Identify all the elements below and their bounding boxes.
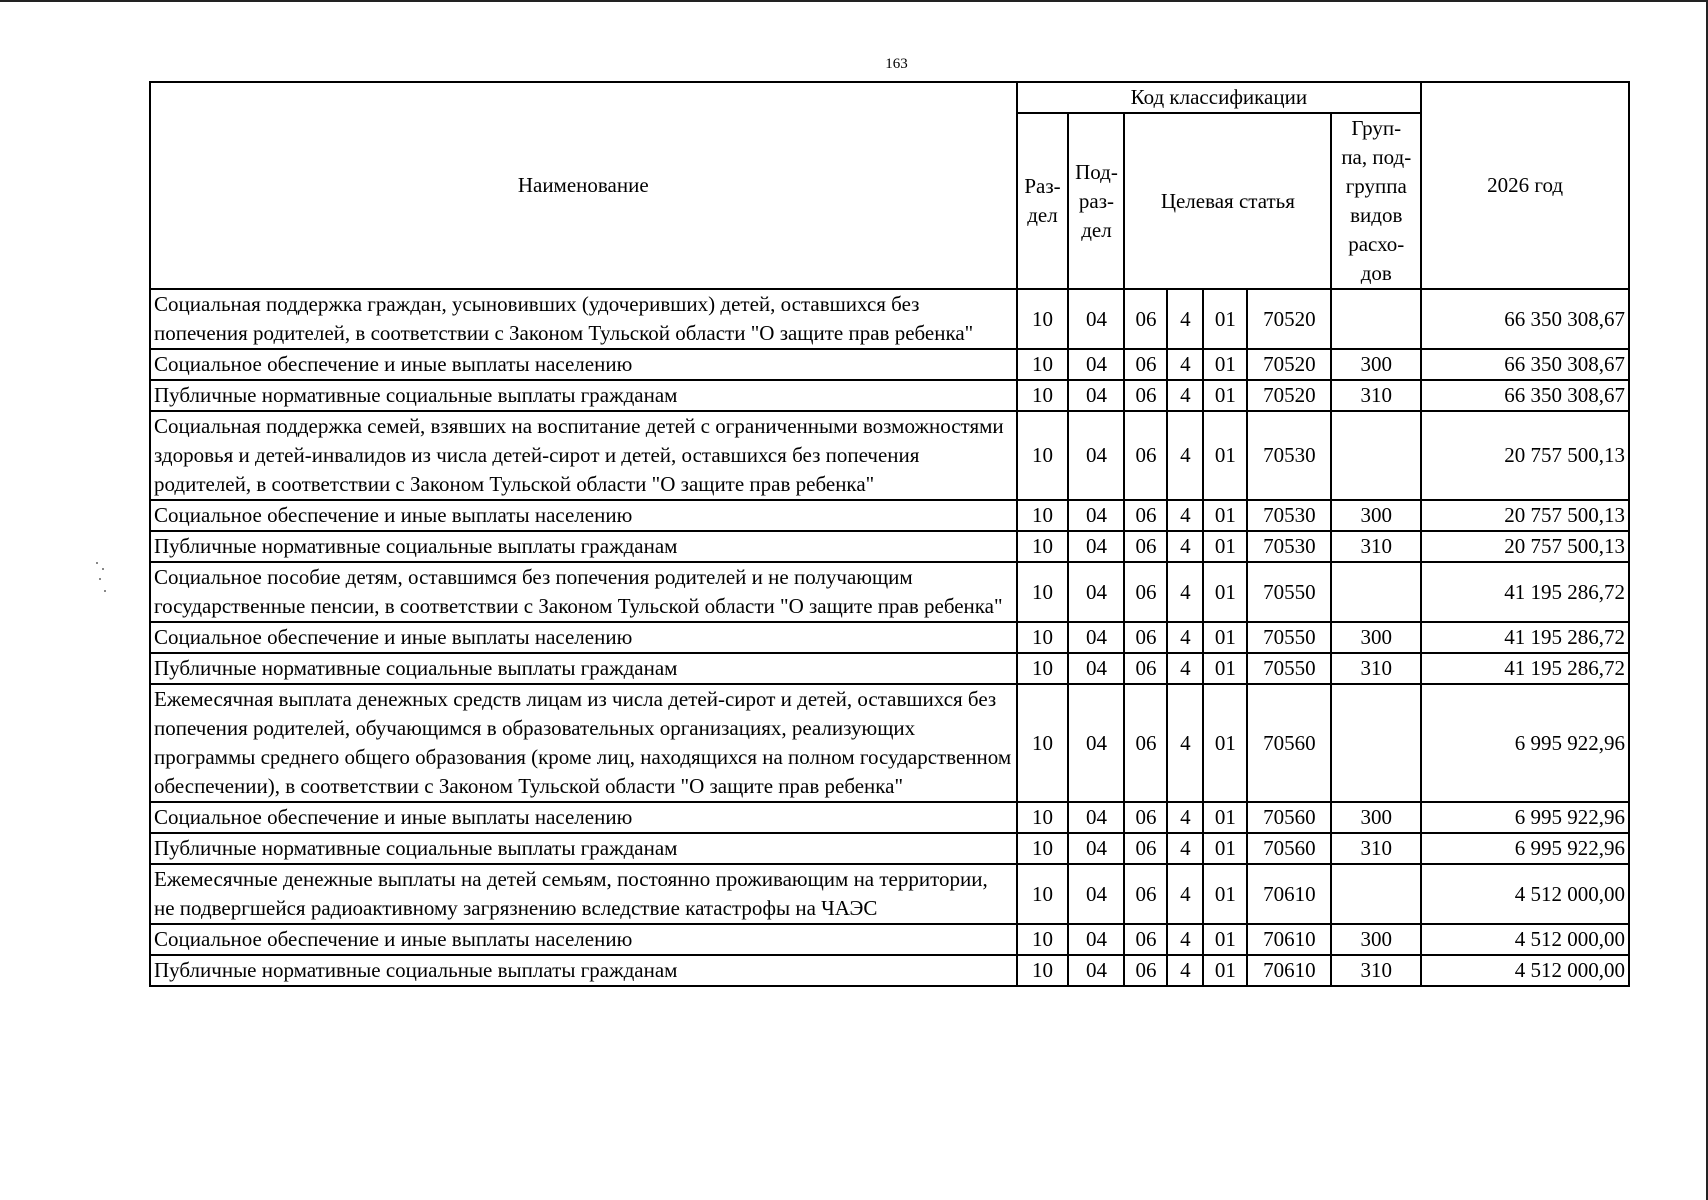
table-row <box>150 802 1629 833</box>
row-target-article-main: 01 <box>1203 411 1247 500</box>
row-target-article-direction: 70560 <box>1247 684 1331 802</box>
row-target-article-direction: 70520 <box>1247 349 1331 380</box>
row-amount: 6 995 922,96 <box>1421 684 1629 802</box>
row-target-article-main: 01 <box>1203 833 1247 864</box>
row-name: Публичные нормативные социальные выплаты гражданам <box>150 653 1017 684</box>
row-podrazdel: 04 <box>1068 411 1124 500</box>
row-razdel: 10 <box>1017 411 1069 500</box>
row-expense-group: 310 <box>1331 955 1421 986</box>
row-expense-group <box>1331 562 1421 622</box>
row-target-article-type: 4 <box>1167 653 1203 684</box>
scan-edge-top <box>0 0 1708 2</box>
row-name: Публичные нормативные социальные выплаты гражданам <box>150 531 1017 562</box>
row-podrazdel: 04 <box>1068 684 1124 802</box>
row-expense-group: 310 <box>1331 833 1421 864</box>
row-target-article-program: 06 <box>1124 955 1167 986</box>
row-target-article-main: 01 <box>1203 622 1247 653</box>
row-target-article-main: 01 <box>1203 289 1247 349</box>
row-target-article-direction: 70520 <box>1247 380 1331 411</box>
row-amount: 41 195 286,72 <box>1421 562 1629 622</box>
header-razdel: Раз- дел <box>1017 113 1069 289</box>
row-expense-group: 300 <box>1331 500 1421 531</box>
row-target-article-direction: 70550 <box>1247 622 1331 653</box>
row-name: Социальное пособие детям, оставшимся без попечения родителей и не получающим государственные пенсии, в соответствии с Законом Тульской области "О защите прав ребенка" <box>150 562 1017 622</box>
row-target-article-main: 01 <box>1203 802 1247 833</box>
row-target-article-direction: 70610 <box>1247 924 1331 955</box>
row-podrazdel: 04 <box>1068 380 1124 411</box>
row-amount: 41 195 286,72 <box>1421 622 1629 653</box>
row-name: Социальное обеспечение и иные выплаты населению <box>150 349 1017 380</box>
table-row <box>150 289 1629 349</box>
row-name: Социальное обеспечение и иные выплаты населению <box>150 500 1017 531</box>
row-razdel: 10 <box>1017 955 1069 986</box>
row-podrazdel: 04 <box>1068 864 1124 924</box>
header-name: Наименование <box>150 82 1017 289</box>
row-expense-group: 300 <box>1331 924 1421 955</box>
row-target-article-main: 01 <box>1203 864 1247 924</box>
row-amount: 6 995 922,96 <box>1421 833 1629 864</box>
row-target-article-type: 4 <box>1167 531 1203 562</box>
row-amount: 4 512 000,00 <box>1421 864 1629 924</box>
table-row <box>150 955 1629 986</box>
row-target-article-direction: 70550 <box>1247 653 1331 684</box>
row-expense-group: 300 <box>1331 349 1421 380</box>
row-target-article-main: 01 <box>1203 955 1247 986</box>
row-name: Социальное обеспечение и иные выплаты населению <box>150 802 1017 833</box>
row-expense-group: 310 <box>1331 653 1421 684</box>
row-target-article-program: 06 <box>1124 500 1167 531</box>
row-razdel: 10 <box>1017 562 1069 622</box>
row-target-article-type: 4 <box>1167 622 1203 653</box>
row-target-article-type: 4 <box>1167 380 1203 411</box>
row-target-article-main: 01 <box>1203 531 1247 562</box>
table-row <box>150 864 1629 924</box>
row-target-article-main: 01 <box>1203 380 1247 411</box>
row-amount: 4 512 000,00 <box>1421 924 1629 955</box>
row-target-article-type: 4 <box>1167 684 1203 802</box>
scan-speckles <box>96 560 106 600</box>
row-razdel: 10 <box>1017 289 1069 349</box>
header-classification-code: Код классификации <box>1017 82 1422 113</box>
row-name: Ежемесячные денежные выплаты на детей семьям, постоянно проживающим на территории, не подвергшейся радиоактивному загрязнению вследствие катастрофы на ЧАЭС <box>150 864 1017 924</box>
row-target-article-type: 4 <box>1167 411 1203 500</box>
row-amount: 20 757 500,13 <box>1421 411 1629 500</box>
table-row <box>150 500 1629 531</box>
row-target-article-direction: 70530 <box>1247 500 1331 531</box>
row-expense-group <box>1331 864 1421 924</box>
header-target-article: Целевая статья <box>1124 113 1331 289</box>
row-name: Публичные нормативные социальные выплаты гражданам <box>150 955 1017 986</box>
header-row-top <box>150 82 1629 113</box>
row-razdel: 10 <box>1017 380 1069 411</box>
budget-table <box>149 81 1630 987</box>
row-name: Публичные нормативные социальные выплаты гражданам <box>150 380 1017 411</box>
row-target-article-main: 01 <box>1203 562 1247 622</box>
row-podrazdel: 04 <box>1068 955 1124 986</box>
page-number: 163 <box>885 56 908 72</box>
row-target-article-main: 01 <box>1203 653 1247 684</box>
row-razdel: 10 <box>1017 622 1069 653</box>
row-target-article-program: 06 <box>1124 289 1167 349</box>
row-podrazdel: 04 <box>1068 924 1124 955</box>
table-row <box>150 653 1629 684</box>
row-target-article-direction: 70530 <box>1247 411 1331 500</box>
row-podrazdel: 04 <box>1068 833 1124 864</box>
row-razdel: 10 <box>1017 531 1069 562</box>
row-podrazdel: 04 <box>1068 531 1124 562</box>
table-row <box>150 411 1629 500</box>
table-row <box>150 622 1629 653</box>
row-expense-group: 310 <box>1331 531 1421 562</box>
row-razdel: 10 <box>1017 802 1069 833</box>
row-target-article-type: 4 <box>1167 562 1203 622</box>
row-target-article-direction: 70610 <box>1247 955 1331 986</box>
row-name: Социальная поддержка граждан, усыновивших (удочеривших) детей, оставшихся без попечения родителей, в соответствии с Законом Тульской области "О защите прав ребенка" <box>150 289 1017 349</box>
row-podrazdel: 04 <box>1068 349 1124 380</box>
row-podrazdel: 04 <box>1068 653 1124 684</box>
row-target-article-type: 4 <box>1167 955 1203 986</box>
table-body <box>150 289 1629 986</box>
row-target-article-direction: 70560 <box>1247 833 1331 864</box>
header-expense-group: Груп- па, под- группа видов расхо- дов <box>1331 113 1421 289</box>
table-row <box>150 531 1629 562</box>
row-target-article-program: 06 <box>1124 380 1167 411</box>
row-razdel: 10 <box>1017 349 1069 380</box>
header-podrazdel: Под- раз- дел <box>1068 113 1124 289</box>
row-expense-group: 300 <box>1331 802 1421 833</box>
row-target-article-type: 4 <box>1167 924 1203 955</box>
row-target-article-program: 06 <box>1124 562 1167 622</box>
table-row <box>150 684 1629 802</box>
row-amount: 41 195 286,72 <box>1421 653 1629 684</box>
table-row <box>150 349 1629 380</box>
row-target-article-type: 4 <box>1167 833 1203 864</box>
table-row <box>150 924 1629 955</box>
row-expense-group <box>1331 411 1421 500</box>
table-row <box>150 833 1629 864</box>
row-target-article-program: 06 <box>1124 411 1167 500</box>
row-razdel: 10 <box>1017 833 1069 864</box>
row-target-article-program: 06 <box>1124 349 1167 380</box>
row-razdel: 10 <box>1017 684 1069 802</box>
row-target-article-program: 06 <box>1124 653 1167 684</box>
row-name: Публичные нормативные социальные выплаты гражданам <box>150 833 1017 864</box>
row-amount: 66 350 308,67 <box>1421 380 1629 411</box>
row-target-article-direction: 70550 <box>1247 562 1331 622</box>
row-podrazdel: 04 <box>1068 622 1124 653</box>
row-target-article-program: 06 <box>1124 833 1167 864</box>
row-razdel: 10 <box>1017 500 1069 531</box>
row-expense-group <box>1331 289 1421 349</box>
row-target-article-type: 4 <box>1167 802 1203 833</box>
row-name: Социальное обеспечение и иные выплаты населению <box>150 924 1017 955</box>
row-amount: 4 512 000,00 <box>1421 955 1629 986</box>
row-target-article-program: 06 <box>1124 924 1167 955</box>
row-target-article-program: 06 <box>1124 622 1167 653</box>
row-amount: 66 350 308,67 <box>1421 289 1629 349</box>
table-row <box>150 562 1629 622</box>
row-target-article-program: 06 <box>1124 864 1167 924</box>
row-name: Социальное обеспечение и иные выплаты населению <box>150 622 1017 653</box>
row-target-article-type: 4 <box>1167 349 1203 380</box>
row-target-article-main: 01 <box>1203 684 1247 802</box>
row-podrazdel: 04 <box>1068 289 1124 349</box>
row-target-article-main: 01 <box>1203 500 1247 531</box>
row-target-article-direction: 70530 <box>1247 531 1331 562</box>
table-row <box>150 380 1629 411</box>
row-target-article-main: 01 <box>1203 349 1247 380</box>
row-amount: 66 350 308,67 <box>1421 349 1629 380</box>
row-expense-group <box>1331 684 1421 802</box>
row-razdel: 10 <box>1017 864 1069 924</box>
row-target-article-direction: 70520 <box>1247 289 1331 349</box>
row-target-article-direction: 70610 <box>1247 864 1331 924</box>
row-target-article-type: 4 <box>1167 864 1203 924</box>
row-name: Социальная поддержка семей, взявших на воспитание детей с ограниченными возможностями здоровья и детей-инвалидов из числа детей-сирот и детей, оставшихся без попечения родителей, в соответствии с Законом Тульской области "О защите прав ребенка" <box>150 411 1017 500</box>
row-target-article-program: 06 <box>1124 531 1167 562</box>
row-expense-group: 300 <box>1331 622 1421 653</box>
row-target-article-direction: 70560 <box>1247 802 1331 833</box>
row-name: Ежемесячная выплата денежных средств лицам из числа детей-сирот и детей, оставшихся без попечения родителей, обучающимся в образовательных организациях, реализующих программы среднего общего образования (кроме лиц, находящихся на полном государственном обеспечении), в соответствии с Законом Тульской области "О защите прав ребенка" <box>150 684 1017 802</box>
row-target-article-type: 4 <box>1167 289 1203 349</box>
row-amount: 20 757 500,13 <box>1421 500 1629 531</box>
row-target-article-main: 01 <box>1203 924 1247 955</box>
row-amount: 20 757 500,13 <box>1421 531 1629 562</box>
row-razdel: 10 <box>1017 924 1069 955</box>
row-target-article-program: 06 <box>1124 684 1167 802</box>
row-target-article-type: 4 <box>1167 500 1203 531</box>
row-razdel: 10 <box>1017 653 1069 684</box>
row-podrazdel: 04 <box>1068 500 1124 531</box>
row-expense-group: 310 <box>1331 380 1421 411</box>
row-podrazdel: 04 <box>1068 802 1124 833</box>
row-target-article-program: 06 <box>1124 802 1167 833</box>
header-year: 2026 год <box>1421 82 1629 289</box>
row-podrazdel: 04 <box>1068 562 1124 622</box>
row-amount: 6 995 922,96 <box>1421 802 1629 833</box>
